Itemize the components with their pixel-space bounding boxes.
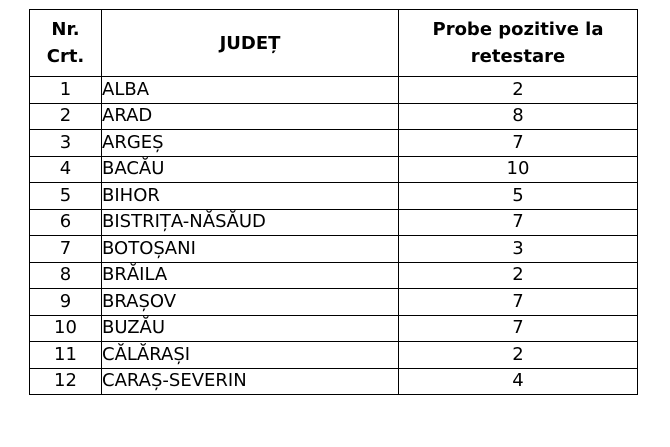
county-name-cell: BIHOR bbox=[102, 183, 399, 210]
row-number-cell: 1 bbox=[30, 77, 102, 104]
county-name-cell: ARGEȘ bbox=[102, 130, 399, 157]
header-probe-line1: Probe pozitive la bbox=[432, 19, 604, 40]
positive-retest-count-cell: 7 bbox=[399, 130, 638, 157]
county-name-cell: BOTOȘANI bbox=[102, 236, 399, 263]
county-name-cell: BRAȘOV bbox=[102, 289, 399, 316]
row-number-cell: 7 bbox=[30, 236, 102, 263]
row-number-cell: 10 bbox=[30, 315, 102, 342]
table-header bbox=[30, 10, 638, 77]
positive-retest-count-cell: 7 bbox=[399, 209, 638, 236]
row-number-cell: 12 bbox=[30, 368, 102, 395]
table-row bbox=[30, 315, 638, 342]
county-name-cell: BACĂU bbox=[102, 156, 399, 183]
table-row bbox=[30, 262, 638, 289]
positive-retest-count-cell: 7 bbox=[399, 289, 638, 316]
county-name-cell: BRĂILA bbox=[102, 262, 399, 289]
positive-retest-count-cell: 2 bbox=[399, 262, 638, 289]
table-row bbox=[30, 368, 638, 395]
positive-retest-count-cell: 5 bbox=[399, 183, 638, 210]
positive-retest-count-cell: 8 bbox=[399, 103, 638, 130]
header-judet-label: JUDEȚ bbox=[219, 32, 281, 54]
header-nr-line1: Nr. bbox=[51, 19, 80, 40]
header-probe-line2: retestare bbox=[470, 46, 566, 67]
row-number-cell: 11 bbox=[30, 342, 102, 369]
positive-retest-count-cell: 7 bbox=[399, 315, 638, 342]
row-number-cell: 6 bbox=[30, 209, 102, 236]
row-number-cell: 4 bbox=[30, 156, 102, 183]
county-name-cell: BISTRIȚA-NĂSĂUD bbox=[102, 209, 399, 236]
header-judet bbox=[102, 10, 399, 77]
table-row bbox=[30, 77, 638, 104]
table-row bbox=[30, 236, 638, 263]
positive-retest-count-cell: 10 bbox=[399, 156, 638, 183]
header-nr-line2: Crt. bbox=[46, 46, 85, 67]
table-row bbox=[30, 209, 638, 236]
header-probe-pozitive bbox=[399, 10, 638, 77]
row-number-cell: 2 bbox=[30, 103, 102, 130]
header-nr-crt bbox=[30, 10, 102, 77]
header-row bbox=[30, 10, 638, 77]
table-row bbox=[30, 342, 638, 369]
row-number-cell: 9 bbox=[30, 289, 102, 316]
table-row bbox=[30, 103, 638, 130]
positive-retest-count-cell: 2 bbox=[399, 342, 638, 369]
table-row bbox=[30, 130, 638, 157]
positive-retest-count-cell: 2 bbox=[399, 77, 638, 104]
county-name-cell: CARAȘ-SEVERIN bbox=[102, 368, 399, 395]
row-number-cell: 3 bbox=[30, 130, 102, 157]
county-name-cell: BUZĂU bbox=[102, 315, 399, 342]
table-row bbox=[30, 156, 638, 183]
positive-retest-count-cell: 3 bbox=[399, 236, 638, 263]
county-retest-table bbox=[29, 9, 638, 395]
row-number-cell: 8 bbox=[30, 262, 102, 289]
positive-retest-count-cell: 4 bbox=[399, 368, 638, 395]
row-number-cell: 5 bbox=[30, 183, 102, 210]
county-name-cell: CĂLĂRAȘI bbox=[102, 342, 399, 369]
table-row bbox=[30, 289, 638, 316]
county-name-cell: ALBA bbox=[102, 77, 399, 104]
table-row bbox=[30, 183, 638, 210]
table-body bbox=[30, 77, 638, 395]
county-name-cell: ARAD bbox=[102, 103, 399, 130]
